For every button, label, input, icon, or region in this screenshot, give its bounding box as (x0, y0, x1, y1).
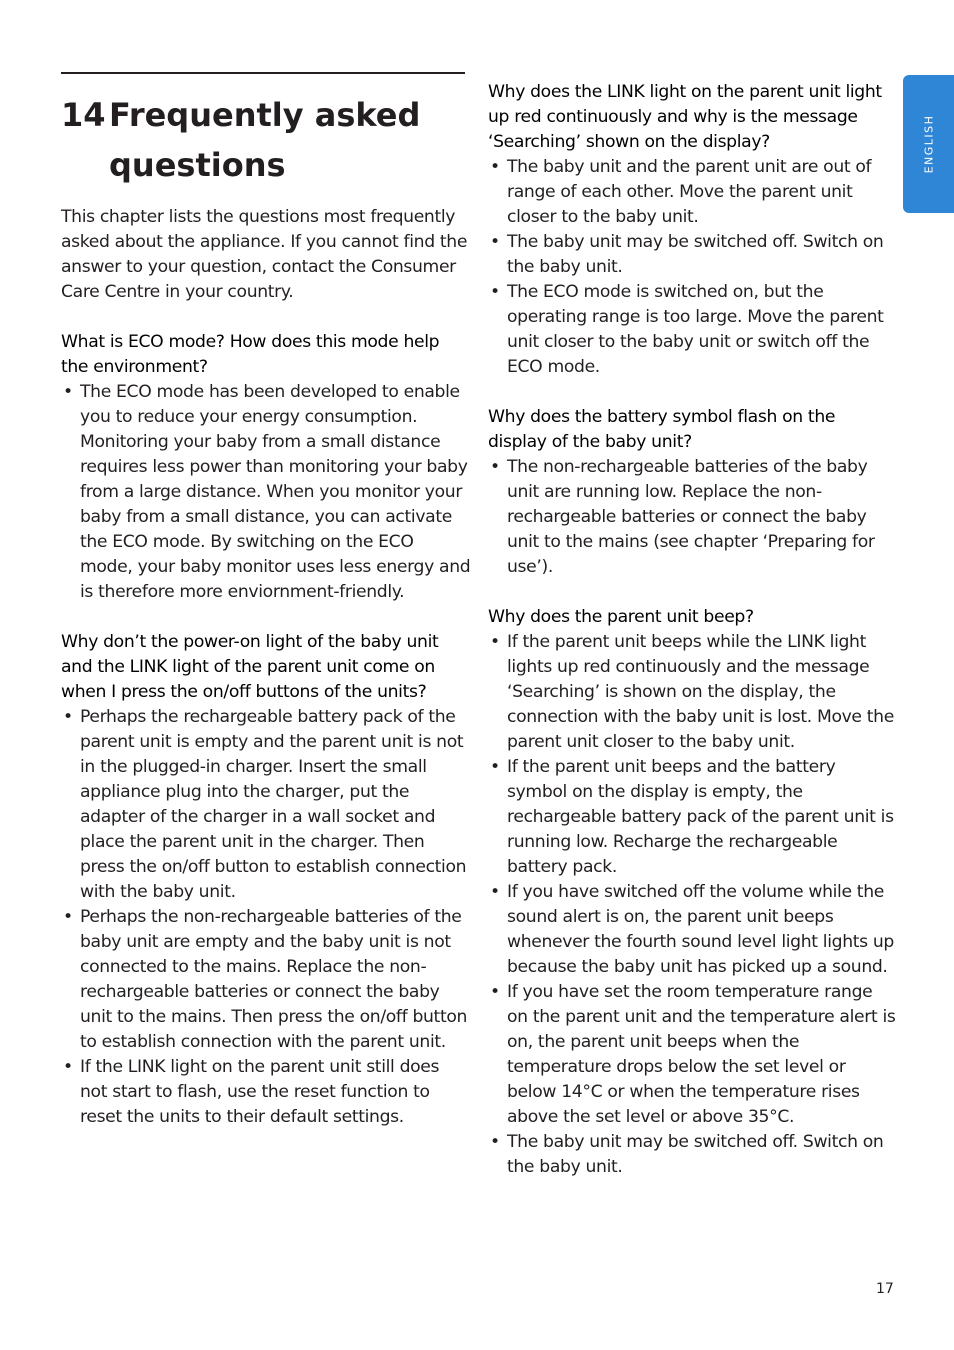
faq-answer-item: • The ECO mode has been developed to enable you to reduce your energy consumption. Monitoring your baby from a small distance requires less power than monitoring your baby from a large distance. When you monitor your baby from a small distance, you can activate the ECO mode. By switching on the ECO mode, your baby monitor uses less energy and is therefore more enviornment-friendly. (61, 380, 471, 605)
faq-link-light-searching (488, 80, 898, 380)
faq-answer-list (61, 705, 471, 1130)
faq-answer-item: • The ECO mode is switched on, but the operating range is too large. Move the parent unit closer to the baby unit or switch off the ECO mode. (488, 280, 898, 380)
chapter-title-line-1: Frequently asked (109, 96, 421, 134)
faq-answer-item: • If the LINK light on the parent unit still does not start to flash, use the reset function to reset the units to their default settings. (61, 1055, 471, 1130)
faq-answer-list (61, 380, 471, 605)
faq-answer-item: • If you have set the room temperature range on the parent unit and the temperature alert is on, the parent unit beeps when the temperature drops below the set level or below 14°C or when the temperature rises above the set level or above 35°C. (488, 980, 898, 1130)
page-number: 17 (876, 1281, 894, 1297)
faq-answer-list (488, 630, 898, 1180)
faq-question: Why does the battery symbol flash on the display of the baby unit? (488, 407, 836, 452)
faq-answer-item: • If the parent unit beeps and the battery symbol on the display is empty, the rechargeable battery pack of the parent unit is running low. Recharge the rechargeable battery pack. (488, 755, 898, 880)
faq-eco-mode (61, 330, 471, 605)
faq-answer-item: • Perhaps the non-rechargeable batteries of the baby unit are empty and the baby unit is not connected to the mains. Replace the non-rechargeable batteries or connect the baby unit to the mains. Then press the on/off button to establish connection with the parent unit. (61, 905, 471, 1055)
right-column (488, 80, 898, 1180)
faq-answer-item: • If the parent unit beeps while the LINK light lights up red continuously and the message ‘Searching’ is shown on the display, the connection with the baby unit is lost. Move the parent unit closer to the baby unit. (488, 630, 898, 755)
chapter-number: 14 (61, 96, 106, 134)
faq-question: Why does the LINK light on the parent unit light up red continuously and why is the message ‘Searching’ shown on the display? (488, 82, 882, 152)
faq-answer-item: • The baby unit may be switched off. Switch on the baby unit. (488, 230, 898, 280)
faq-answer-item: • The baby unit may be switched off. Switch on the baby unit. (488, 1130, 898, 1180)
left-column (61, 205, 471, 1130)
faq-parent-unit-beep (488, 605, 898, 1180)
faq-question: What is ECO mode? How does this mode help the environment? (61, 332, 440, 377)
faq-answer-item: • Perhaps the rechargeable battery pack of the parent unit is empty and the parent unit is not in the plugged-in charger. Insert the small appliance plug into the charger, put the adapter of the charger in a wall socket and place the parent unit in the charger. Then press the on/off button to establish connection with the baby unit. (61, 705, 471, 905)
language-label: ENGLISH (922, 114, 935, 174)
faq-question: Why does the parent unit beep? (488, 607, 754, 627)
faq-answer-item: • The non-rechargeable batteries of the baby unit are running low. Replace the non-rechargeable batteries or connect the baby unit to the mains (see chapter ‘Preparing for use’). (488, 455, 898, 580)
intro-paragraph: This chapter lists the questions most frequently asked about the appliance. If you cannot find the answer to your question, contact the Consumer Care Centre in your country. (61, 207, 468, 302)
faq-answer-list (488, 155, 898, 380)
faq-answer-list (488, 455, 898, 580)
faq-question: Why don’t the power-on light of the baby unit and the LINK light of the parent unit come on when I press the on/off buttons of the units? (61, 632, 439, 702)
chapter-title (61, 90, 471, 190)
chapter-title-line-2: questions (109, 146, 286, 184)
faq-answer-item: • If you have switched off the volume while the sound alert is on, the parent unit beeps whenever the fourth sound level light lights up because the baby unit has picked up a sound. (488, 880, 898, 980)
faq-answer-item: • The baby unit and the parent unit are out of range of each other. Move the parent unit closer to the baby unit. (488, 155, 898, 230)
language-tab (903, 75, 954, 213)
faq-battery-symbol (488, 405, 898, 580)
faq-power-on-light (61, 630, 471, 1130)
header-rule (61, 72, 465, 74)
